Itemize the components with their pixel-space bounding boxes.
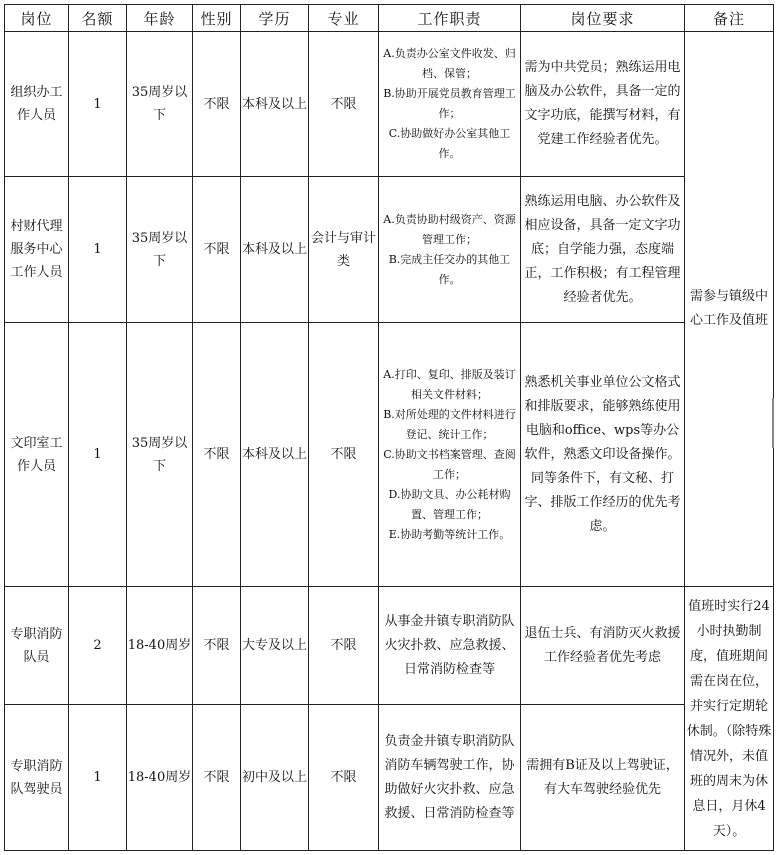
cell-age: 35周岁以下 bbox=[127, 177, 193, 323]
cell-gender: 不限 bbox=[193, 177, 241, 323]
header-row bbox=[5, 5, 774, 32]
cell-education: 大专及以上 bbox=[241, 587, 309, 705]
cell-gender: 不限 bbox=[193, 587, 241, 705]
cell-major: 不限 bbox=[309, 323, 379, 587]
cell-note-office: 需参与镇级中心工作及值班 bbox=[685, 32, 774, 587]
duty-item: B.协助开展党员教育管理工作； bbox=[383, 87, 516, 120]
cell-requirements: 熟悉机关事业单位公文格式和排版要求，能够熟练使用电脑和office、wps等办公软件，熟悉文印设备操作。同等条件下，有文秘、打字、排版工作经历的优先考虑。 bbox=[521, 323, 685, 587]
cell-duties bbox=[379, 177, 521, 323]
table-row bbox=[5, 587, 774, 705]
cell-age: 35周岁以下 bbox=[127, 32, 193, 177]
cell-requirements: 需拥有B证及以上驾驶证，有大车驾驶经验优先 bbox=[521, 705, 685, 851]
cell-major: 不限 bbox=[309, 705, 379, 851]
cell-post: 村财代理服务中心工作人员 bbox=[5, 177, 69, 323]
duty-item: A.打印、复印、排版及装订相关文件材料； bbox=[383, 367, 516, 401]
cell-requirements: 需为中共党员；熟练运用电脑及办公软件，具备一定的文字功底，能撰写材料，有党建工作经验者优先。 bbox=[521, 32, 685, 177]
duty-item: B.对所处理的文件材料进行登记、统计工作； bbox=[383, 407, 516, 441]
cell-age: 18-40周岁 bbox=[127, 705, 193, 851]
table-row bbox=[5, 705, 774, 851]
duty-item: C.协助做好办公室其他工作。 bbox=[388, 127, 511, 160]
duty-item: D.协助文具、办公耗材购置、管理工作； bbox=[388, 487, 511, 521]
cell-education: 本科及以上 bbox=[241, 177, 309, 323]
cell-duties bbox=[379, 32, 521, 177]
header-post: 岗位 bbox=[5, 5, 69, 32]
header-notes: 备注 bbox=[685, 5, 774, 32]
page-edge-mark bbox=[772, 398, 774, 448]
cell-requirements: 退伍士兵、有消防灭火救援工作经验者优先考虑 bbox=[521, 587, 685, 705]
header-requirements: 岗位要求 bbox=[521, 5, 685, 32]
cell-major: 不限 bbox=[309, 587, 379, 705]
duty-item: E.协助考勤等统计工作。 bbox=[388, 527, 511, 541]
header-major: 专业 bbox=[309, 5, 379, 32]
header-age: 年龄 bbox=[127, 5, 193, 32]
cell-duties bbox=[379, 323, 521, 587]
cell-requirements: 熟练运用电脑、办公软件及相应设备，具备一定文字功底；自学能力强，态度端正，工作积极；有工程管理经验者优先。 bbox=[521, 177, 685, 323]
duty-item: A.负责协助村级资产、资源管理工作； bbox=[383, 212, 516, 246]
cell-count: 2 bbox=[69, 587, 127, 705]
cell-note-fire: 值班时实行24小时执勤制度，值班期间需在岗在位，并实行定期轮休制。（除特殊情况外，未值班的周末为休息日，月休4天）。 bbox=[685, 587, 774, 851]
duty-item: C.协助文书档案管理、查阅工作； bbox=[383, 447, 516, 481]
cell-gender: 不限 bbox=[193, 32, 241, 177]
cell-count: 1 bbox=[69, 323, 127, 587]
header-count: 名额 bbox=[69, 5, 127, 32]
header-education: 学历 bbox=[241, 5, 309, 32]
cell-education: 初中及以上 bbox=[241, 705, 309, 851]
cell-education: 本科及以上 bbox=[241, 323, 309, 587]
table-row bbox=[5, 323, 774, 587]
cell-major: 会计与审计类 bbox=[309, 177, 379, 323]
cell-post: 文印室工作人员 bbox=[5, 323, 69, 587]
table-row bbox=[5, 177, 774, 323]
cell-post: 专职消防队员 bbox=[5, 587, 69, 705]
header-gender: 性别 bbox=[193, 5, 241, 32]
cell-post: 组织办工作人员 bbox=[5, 32, 69, 177]
header-duties: 工作职责 bbox=[379, 5, 521, 32]
duty-item: B.完成主任交办的其他工作。 bbox=[388, 252, 511, 286]
cell-gender: 不限 bbox=[193, 323, 241, 587]
cell-age: 35周岁以下 bbox=[127, 323, 193, 587]
cell-major: 不限 bbox=[309, 32, 379, 177]
cell-gender: 不限 bbox=[193, 705, 241, 851]
cell-count: 1 bbox=[69, 177, 127, 323]
duty-item: A.负责办公室文件收发、归档、保管； bbox=[383, 47, 516, 80]
cell-duties: 负责金井镇专职消防队消防车辆驾驶工作，协助做好火灾扑救、应急救援、日常消防检查等 bbox=[379, 705, 521, 851]
table-row bbox=[5, 32, 774, 177]
cell-count: 1 bbox=[69, 705, 127, 851]
cell-age: 18-40周岁 bbox=[127, 587, 193, 705]
cell-post: 专职消防队驾驶员 bbox=[5, 705, 69, 851]
recruitment-table bbox=[4, 4, 774, 851]
cell-duties: 从事金井镇专职消防队火灾扑救、应急救援、日常消防检查等 bbox=[379, 587, 521, 705]
cell-education: 本科及以上 bbox=[241, 32, 309, 177]
cell-count: 1 bbox=[69, 32, 127, 177]
